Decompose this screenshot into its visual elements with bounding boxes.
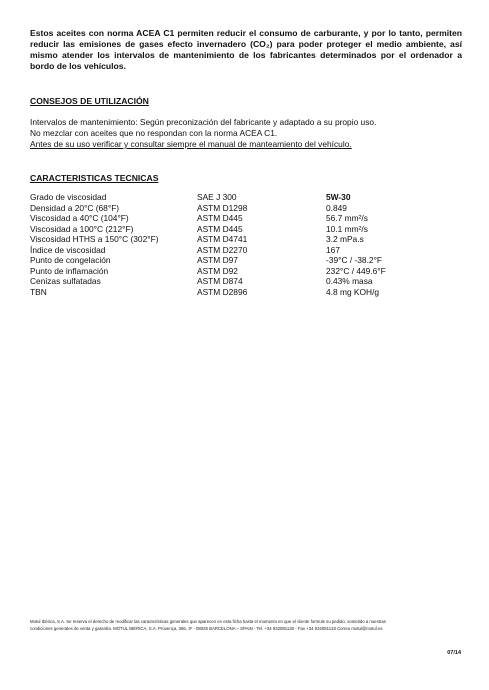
spec-property: Viscosidad a 100°C (212°F): [30, 223, 134, 234]
spec-property: TBN: [30, 286, 47, 297]
footer-line-2: condiciones generales de venta y garantía. MOTUL IBÉRICA, S.A. Provença, 386, 3º - 08025 BARCELONA – SPAIN - Tel. +34 932081130 - Fax +34 932081133 Correo motul@motul.es: [30, 626, 383, 631]
page-code: 07/14: [447, 650, 461, 656]
specs-row: [30, 255, 436, 266]
spec-method: ASTM D2896: [197, 286, 248, 297]
spec-property: Punto de congelación: [30, 255, 111, 265]
spec-value: 232°C / 449.6°F: [326, 265, 386, 276]
spec-method: ASTM D92: [197, 265, 238, 276]
spec-grade: 5W-30: [326, 192, 351, 202]
specs-row: [30, 276, 436, 287]
spec-value: 4.8 mg KOH/g: [326, 286, 380, 297]
spec-method: ASTM D445: [197, 213, 243, 223]
specs-header-row: [30, 192, 436, 203]
specs-row: [30, 224, 436, 235]
footer-disclaimer: [30, 618, 462, 632]
spec-value: 0.43% masa: [326, 276, 373, 286]
consejos-line-3: Antes de su uso verificar y consultar siempre el manual de manteamiento del vehículo.: [30, 139, 352, 149]
spec-method: ASTM D445: [197, 223, 243, 234]
consejos-line-2: No mezclar con aceites que no respondan con la norma ACEA C1.: [30, 128, 278, 138]
specs-row: [30, 266, 436, 277]
specs-row: [30, 287, 436, 298]
spec-property: Viscosidad HTHS a 150°C (302°F): [30, 234, 159, 244]
intro-paragraph: Estos aceites con norma ACEA C1 permiten reducir el consumo de carburante, y por lo tanto, permiten reducir las emisiones de gases efecto invernadero (CO₂) para poder proteger el medio ambiente, así mismo atender los intervalos de mantenimiento de los fabricantes determinados por el ordenador a bordo de los vehículos.: [30, 28, 462, 71]
intro-section: [30, 28, 462, 72]
spec-property: Grado de viscosidad: [30, 192, 107, 202]
footer-line-1: Motul Ibérica, S.A. Se reserva el derecho de modificar las características generales que aparecen en esta ficha hasta el momento en que el cliente formule su pedido, sometido a nuestras: [30, 619, 386, 624]
consejos-title: CONSEJOS DE UTILIZACIÓN: [30, 96, 149, 106]
spec-method: ASTM D97: [197, 255, 238, 265]
spec-method: ASTM D4741: [197, 234, 248, 244]
spec-value: 10.1 mm²/s: [326, 223, 368, 234]
spec-method: ASTM D874: [197, 276, 243, 286]
spec-property: Índice de viscosidad: [30, 244, 106, 255]
spec-value: -39°C / -38.2°F: [326, 255, 383, 265]
specs-row: [30, 245, 436, 256]
spec-value: 167: [326, 244, 340, 255]
spec-property: Viscosidad a 40°C (104°F): [30, 213, 129, 223]
spec-method: ASTM D1298: [197, 202, 248, 213]
spec-method: ASTM D2270: [197, 244, 248, 255]
consejos-section: [30, 117, 462, 150]
caracteristicas-title: CARACTERISTICAS TECNICAS: [30, 173, 159, 183]
specs-table: [30, 192, 436, 297]
spec-value: 0.849: [326, 202, 347, 213]
specs-row: [30, 234, 436, 245]
spec-value: 56.7 mm²/s: [326, 213, 368, 223]
consejos-line-1: Intervalos de mantenimiento: Según preconización del fabricante y adaptado a su propio uso.: [30, 117, 377, 127]
spec-value: 3.2 mPa.s: [326, 234, 364, 244]
spec-method: SAE J 300: [197, 192, 237, 202]
spec-property: Densidad a 20°C (68°F): [30, 202, 120, 213]
specs-row: [30, 213, 436, 224]
spec-property: Cenizas sulfatadas: [30, 276, 101, 286]
spec-property: Punto de inflamación: [30, 265, 109, 276]
specs-row: [30, 203, 436, 214]
